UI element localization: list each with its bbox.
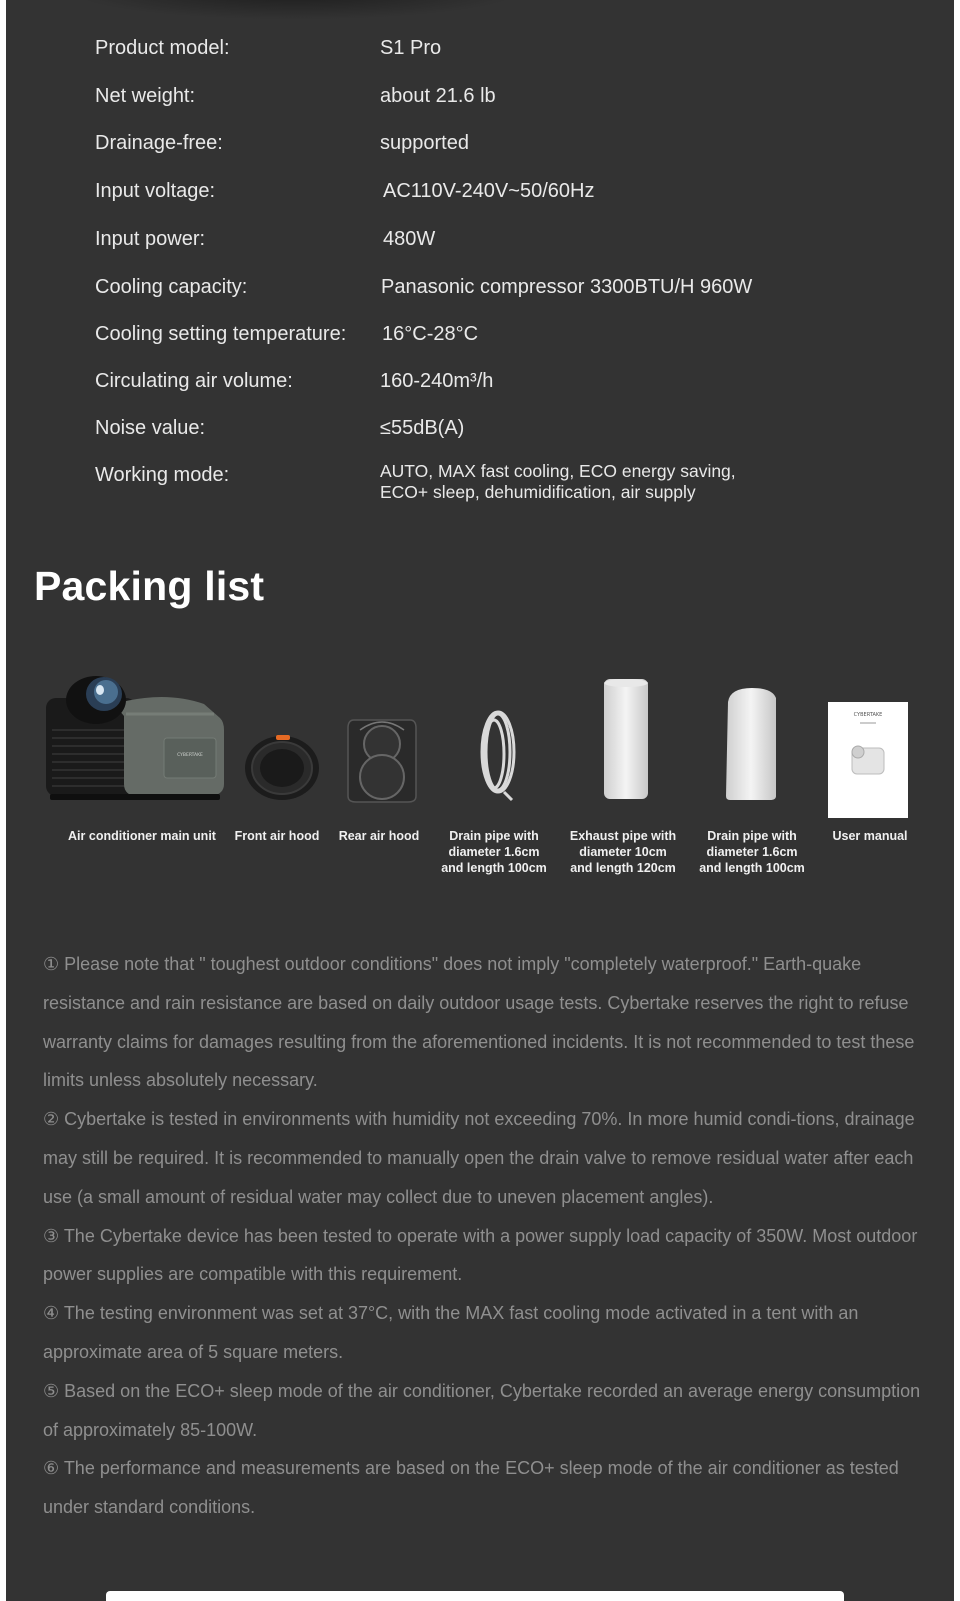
spec-label: Cooling setting temperature: (95, 323, 347, 345)
spec-value: AC110V-240V~50/60Hz (383, 180, 595, 202)
note-paragraph: ⑤ Based on the ECO+ sleep mode of the air conditioner, Cybertake recorded an average energy consumption of approximately 85-100W. (43, 1380, 921, 1440)
front-air-hood-icon (242, 730, 322, 802)
spec-label: Noise value: (95, 417, 206, 439)
spec-value: 160-240m³/h (380, 370, 494, 392)
spec-label: Product model: (95, 37, 230, 59)
packing-item-label: Drain pipe with diameter 1.6cm and length 100cm (699, 829, 805, 875)
spec-value: 16°C-28°C (382, 323, 479, 345)
note-paragraph: ⑥ The performance and measurements are based on the ECO+ sleep mode of the air conditioner as tested under standard conditions. (43, 1458, 899, 1518)
note-paragraph: ② Cybertake is tested in environments with humidity not exceeding 70%. In more humid condi-tions, drainage may still be required. It is recommended to manually open the drain valve to remove residual water after each use (a small amount of residual water may collect due to uneven placement angles). (43, 1109, 915, 1207)
note-paragraph: ① Please note that " toughest outdoor conditions" does not imply "completely waterproof." Earth-quake resistance and rain resistance are based on daily outdoor usage tests. Cybertake reserves the right to refuse warranty claims for damages resulting from the aforementioned incidents. It is not recommended to test these limits unless absolutely necessary. (43, 954, 915, 1091)
exhaust-pipe-icon (602, 677, 652, 801)
spec-label: Input voltage: (95, 180, 216, 202)
packing-list-title: Packing list (34, 563, 265, 609)
bottom-bar (106, 1591, 844, 1601)
packing-item-label: Air conditioner main unit (68, 829, 216, 843)
spec-label: Input power: (95, 228, 206, 250)
packing-item-label: User manual (832, 829, 908, 843)
drain-pipe-roll-icon (722, 684, 782, 802)
air-conditioner-unit-icon (44, 670, 228, 802)
manual-brand: CYBERTAKE (853, 712, 883, 718)
spec-value: supported (380, 132, 469, 154)
notes-section (43, 945, 923, 1527)
brand-text: CYBERTAKE (177, 753, 203, 758)
spec-label: Drainage-free: (95, 132, 223, 154)
spec-label: Cooling capacity: (95, 276, 248, 298)
spec-value: 480W (383, 228, 436, 250)
spec-label: Circulating air volume: (95, 370, 293, 392)
packing-item-label: Front air hood (234, 829, 320, 843)
rear-air-hood-icon (344, 714, 420, 804)
spec-value: S1 Pro (380, 37, 442, 59)
note-paragraph: ④ The testing environment was set at 37°C, with the MAX fast cooling mode activated in a tent with an approximate area of 5 square meters. (43, 1303, 859, 1362)
spec-value: AUTO, MAX fast cooling, ECO energy saving, ECO+ sleep, dehumidification, air supply (380, 461, 736, 502)
drain-pipe-icon (464, 708, 532, 802)
top-shadow (66, 0, 526, 20)
product-detail-page (6, 0, 954, 1601)
spec-value: about 21.6 lb (380, 85, 496, 107)
spec-label: Working mode: (95, 464, 230, 486)
spec-value: ≤55dB(A) (380, 417, 465, 439)
spec-value: Panasonic compressor 3300BTU/H 960W (381, 276, 753, 298)
note-paragraph: ③ The Cybertake device has been tested to operate with a power supply load capacity of 350W. Most outdoor power supplies are compatible with this requirement. (43, 1225, 918, 1285)
spec-label: Net weight: (95, 85, 196, 107)
packing-item-label: Rear air hood (338, 829, 420, 843)
user-manual-icon (826, 700, 910, 820)
packing-item-label: Exhaust pipe with diameter 10cm and length 120cm (569, 829, 677, 875)
packing-item-label: Drain pipe with diameter 1.6cm and length 100cm (441, 829, 547, 875)
